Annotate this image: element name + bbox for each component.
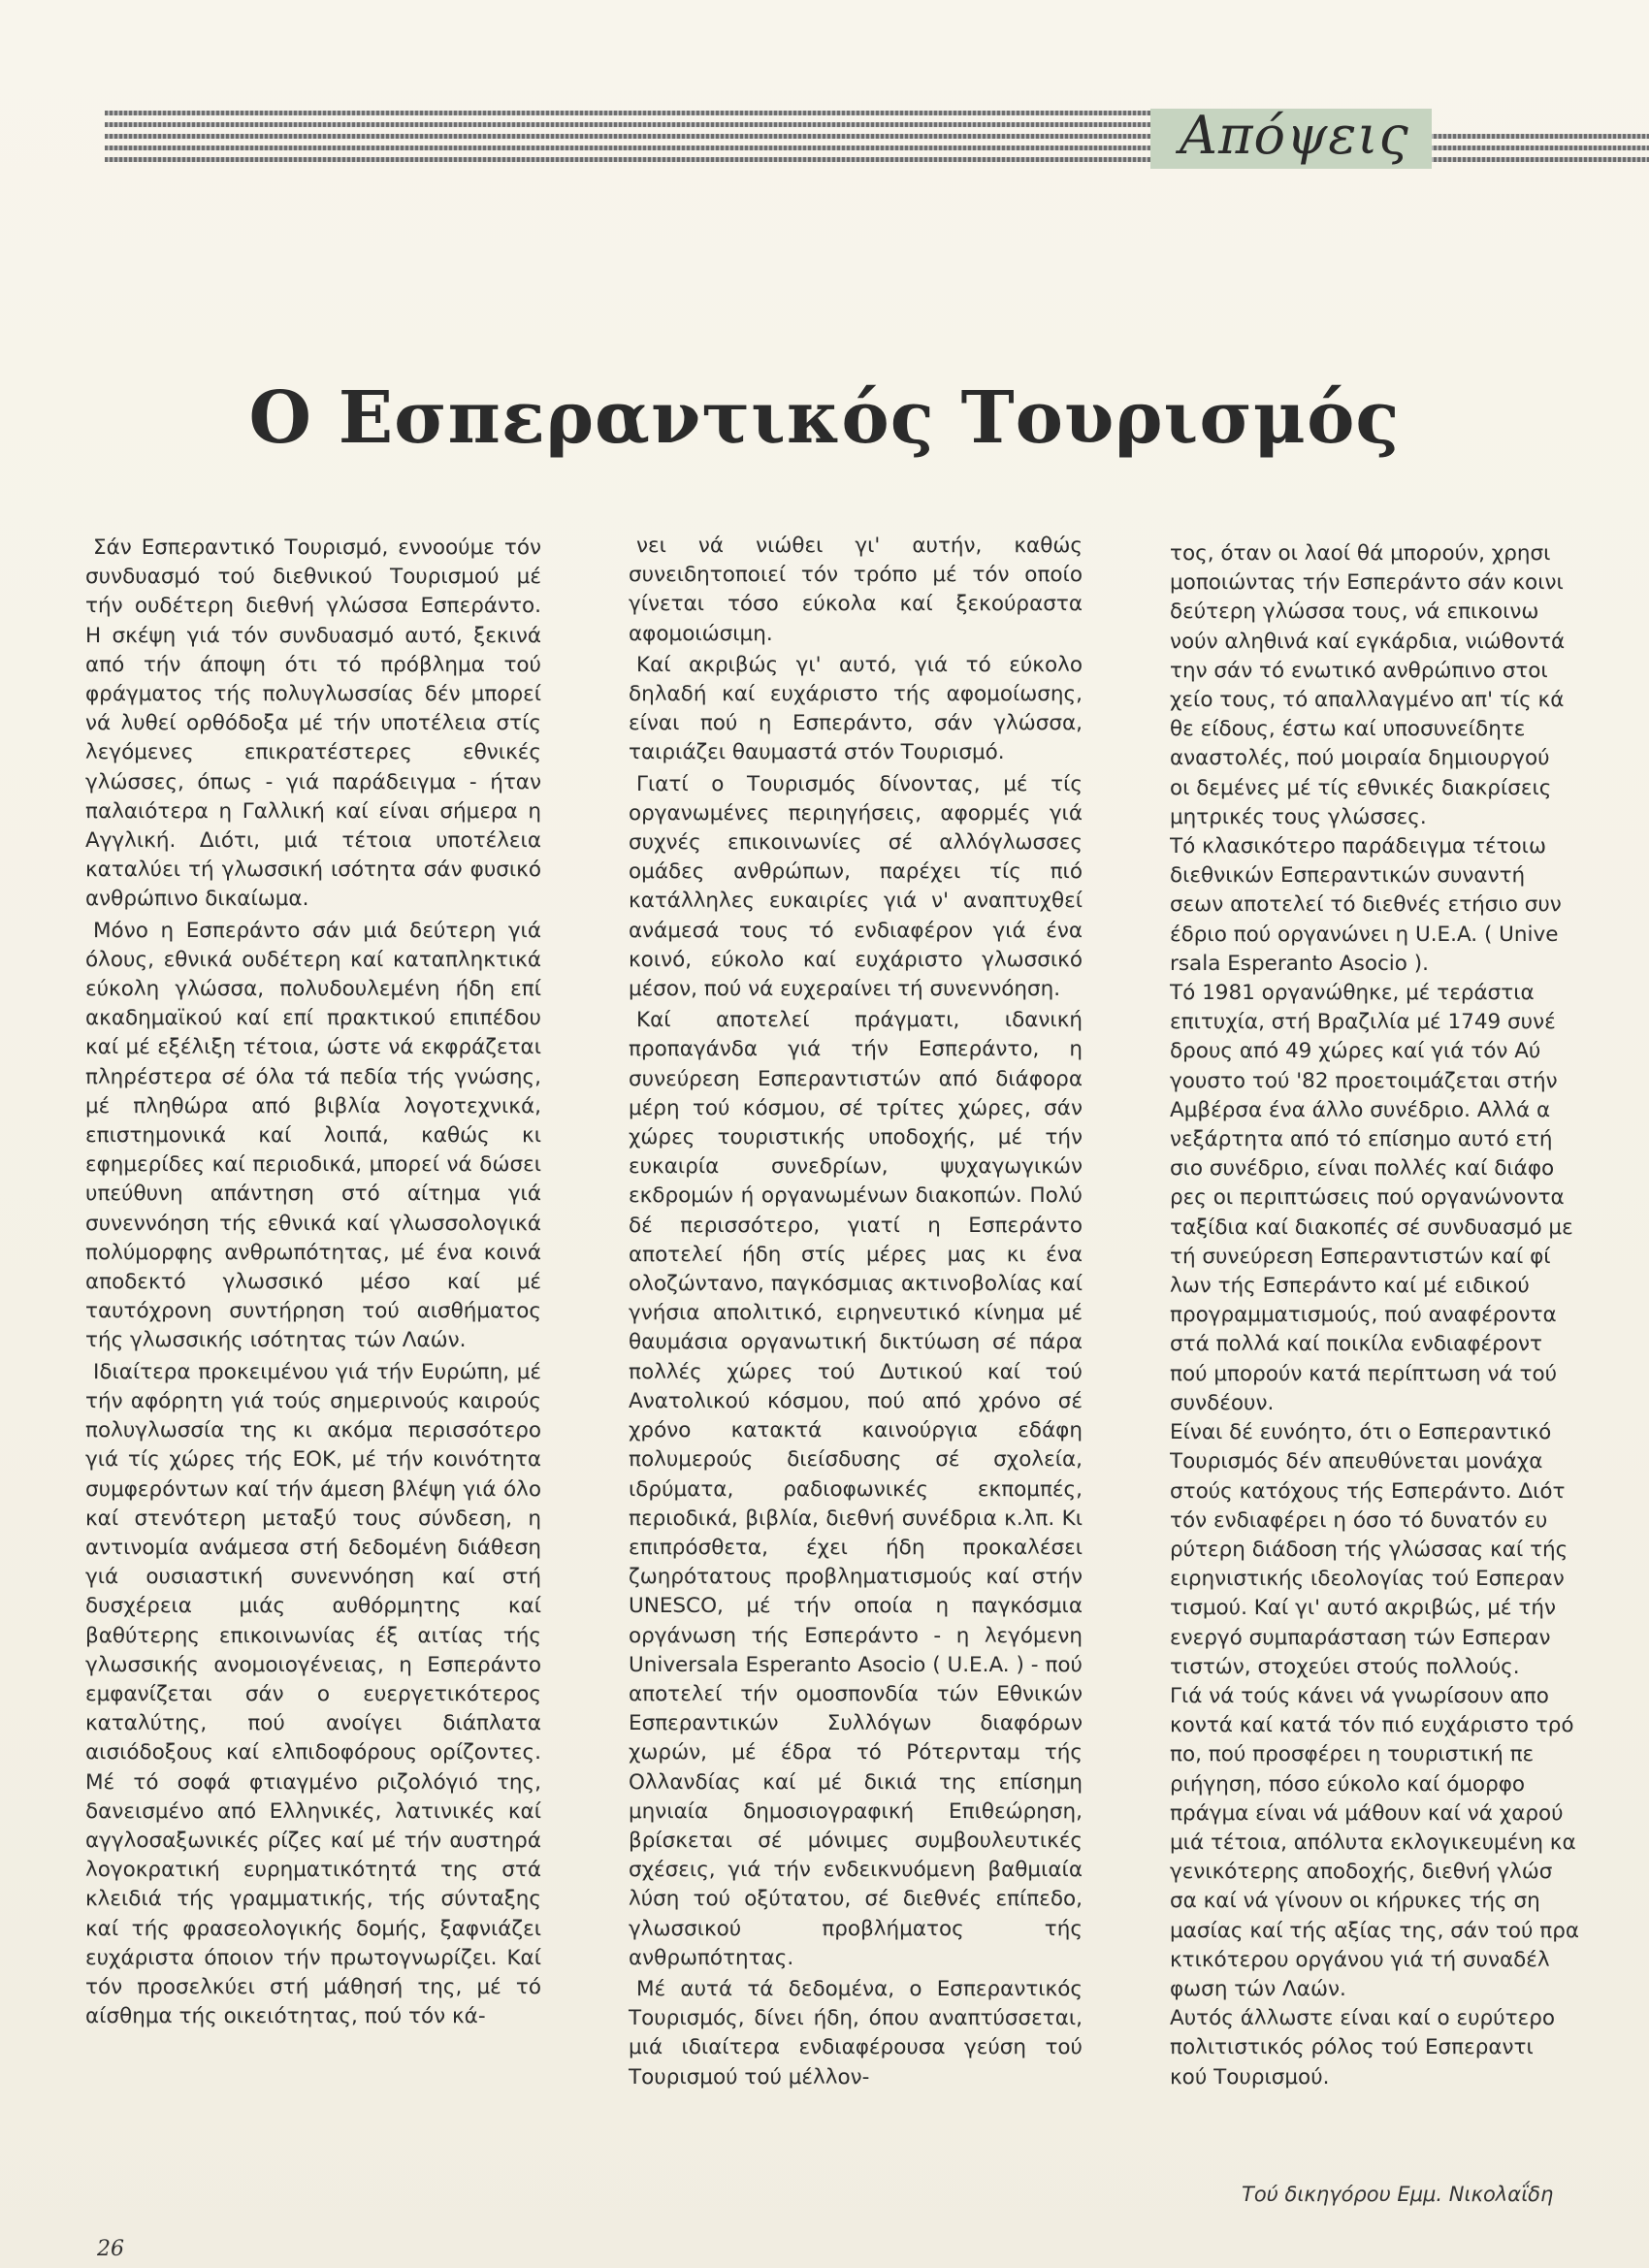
text-line: επιτυχία, στή Βραζιλία μέ 1749 συνέ: [1170, 1010, 1556, 1035]
text-line: μασίας καί τής αξίας της, σάν τού πρα: [1170, 1918, 1580, 1943]
text-line: προγραμματισμούς, πού αναφέροντα: [1170, 1303, 1557, 1328]
text-line: Γιά νά τούς κάνει νά γνωρίσουν απο: [1170, 1683, 1549, 1708]
paragraph: Καί ακριβώς γι' αυτό, γιά τό εύκολο δηλαδή καί ευχάριστο τής αφομοίωσης, είναι πού η Εσπεράντο, σάν γλώσσα, ταιριάζει θαυμαστά στόν Τουρισμό.: [629, 652, 1083, 765]
text-line: κτικότερου οργάνου γιά τή συναδέλ: [1170, 1947, 1550, 1972]
text-line: την σάν τό ενωτικό ανθρώπινο στοι: [1170, 658, 1548, 683]
paragraph: νει νά νιώθει γι' αυτήν, καθώς συνειδητοποιεί τόν τρόπο μέ τόν οποίο γίνεται τόσο εύκολα καί ξεκούραστα αφομοιώσιμη.: [629, 534, 1083, 646]
text-line: στούς κατόχους τής Εσπεράντο. Διότ: [1170, 1478, 1566, 1504]
text-line: σα καί νά γίνουν οι κήρυκες τής ση: [1170, 1889, 1540, 1914]
text-line: έδριο πού οργανώνει η U.E.A. ( Unive: [1170, 922, 1559, 947]
text-line: ταξίδια καί διακοπές σέ συνδυασμό με: [1170, 1215, 1573, 1240]
text-line: ριήγηση, πόσο εύκολο καί όμορφο: [1170, 1771, 1526, 1797]
article-title: Ο Εσπεραντικός Τουρισμός: [248, 375, 1401, 460]
text-line: πράγμα είναι νά μάθουν καί νά χαρού: [1170, 1800, 1564, 1826]
header-rule: [1405, 157, 1649, 162]
text-line: rsala Esperanto Asocio ).: [1170, 951, 1429, 976]
text-line: κοντά καί κατά τόν πιό ευχάριστο τρό: [1170, 1713, 1574, 1738]
text-line: μιά τέτοια, απόλυτα εκλογικευμένη κα: [1170, 1830, 1576, 1855]
paragraph: Σάν Εσπεραντικό Τουρισμό, εννοούμε τόν συνδυασμό τού διεθνικού Τουρισμού μέ τήν ουδέτερη διεθνή γλώσσα Εσπεράντο. Η σκέψη γιά τόν συνδυασμό αυτό, ξεκινά από τήν άποψη ότι τό πρόβλημα τού φράγματος τής πολυγλωσσίας δέν μπορεί νά λυθεί ορθόδοξα μέ τήν υποτέλεια στίς λεγόμενες επικρατέστερες εθνικές γλώσσες, όπως - γιά παράδειγμα - ήταν παλαιότερα η Γαλλική καί είναι σήμερα η Αγγλική. Διότι, μιά τέτοια υποτέλεια καταλύει τή γλωσσική ισότητα σάν φυσικό ανθρώπινο δικαίωμα.: [85, 535, 541, 912]
text-line: γενικότερης αποδοχής, διεθνή γλώσ: [1170, 1860, 1553, 1885]
paragraph: Καί αποτελεί πράγματι, ιδανική προπαγάνδα γιά τήν Εσπεράντο, η συνεύρεση Εσπεραντιστών από διάφορα μέρη τού κόσμου, σέ τρίτες χώρες, σάν χώρες τουριστικής υποδοχής, μέ τήν ευκαιρία συνεδρίων, ψυχαγωγικών εκδρομών ή οργανωμένων διακοπών. Πολύ δέ περισσότερο, γιατί η Εσπεράντο αποτελεί ήδη στίς μέρες μας κι ένα ολοζώντανο, παγκόσμιας ακτινοβολίας καί γνήσια απολιτικό, ειρηνευτικό κίνημα μέ θαυμάσια οργανωτική δικτύωση σέ πάρα πολλές χώρες τού Δυτικού καί τού Ανατολικού κόσμου, πού από χρόνο σέ χρόνο κατακτά καινούργια εδάφη πολυμερούς διείσδυσης σέ σχολεία, ιδρύματα, ραδιοφωνικές εκπομπές, περιοδικά, βιβλία, διεθνή συνέδρια κ.λπ. Κι επιπρόσθετα, έχει ήδη προκαλέσει ζωηρότατους προβληματισμούς καί στήν UNESCO, μέ τήν οποία η παγκόσμια οργάνωση τής Εσπεράντο - η λεγόμενη Universala Esperanto Asocio ( U.E.A. ) - πού αποτελεί τήν ομοσπονδία τών Εθνικών Εσπεραντικών Συλλόγων διαφόρων χωρών, μέ έδρα τό Ρότερνταμ τής Ολλανδίας καί μέ δικιά της επίσημη μηνιαία δημοσιογραφική Επιθεώρηση, βρίσκεται σέ μόνιμες συμβουλευτικές σχέσεις, γιά τήν ενδεικνυόμενη βαθμιαία λύση τού οξύτατου, σέ διεθνές επίπεδο, γλωσσικού προβλήματος τής ανθρωπότητας.: [629, 1008, 1083, 1970]
text-line: τή συνεύρεση Εσπεραντιστών καί φί: [1170, 1244, 1551, 1269]
paragraph: Μόνο η Εσπεράντο σάν μιά δεύτερη γιά όλους, εθνικά ουδέτερη καί καταπληκτικά εύκολη γλώσσα, πολυδουλεμένη ήδη επί ακαδημαϊκού καί επί πρακτικού επιπέδου καί μέ εξέλιξη τέτοια, ώστε νά εκφράζεται πληρέστερα σέ όλα τά πεδία τής γνώσης, μέ πληθώρα από βιβλία λογοτεχνικά, επιστημονικά καί λοιπά, καθώς κι εφημερίδες καί περιοδικά, μπορεί νά δώσει υπεύθυνη απάντηση στό αίτημα γιά συνεννόηση τής εθνικά καί γλωσσολογικά πολύμορφης ανθρωπότητας, μέ ένα κοινά αποδεκτό γλωσσικό μέσο καί μέ ταυτόχρονη συντήρηση τού αισθήματος τής γλωσσικής ισότητας τών Λαών.: [85, 918, 541, 1353]
text-line: νεξάρτητα από τό επίσημο αυτό ετή: [1170, 1127, 1553, 1152]
paragraph: Μέ αυτά τά δεδομένα, ο Εσπεραντικός Τουρισμός, δίνει ήδη, όπου αναπτύσσεται, μιά ιδιαίτερα ενδιαφέρουσα γεύση τού Τουρισμού τού μέλλον-: [629, 1976, 1083, 2090]
text-line: δεύτερη γλώσσα τους, νά επικοινω: [1170, 599, 1539, 625]
text-line: ενεργό συμπαράσταση τών Εσπεραν: [1170, 1625, 1551, 1650]
text-line: Είναι δέ ευνόητο, ότι ο Εσπεραντικό: [1170, 1420, 1552, 1445]
text-line: λων τής Εσπεράντο καί μέ ειδικού: [1170, 1274, 1530, 1299]
text-line: Τό κλασικότερο παράδειγμα τέτοιω: [1170, 834, 1546, 859]
column-1: [85, 534, 541, 2033]
text-line: οι δεμένες μέ τίς εθνικές διακρίσεις: [1170, 775, 1552, 800]
text-line: πολιτιστικός ρόλος τού Εσπεραντι: [1170, 2035, 1534, 2060]
text-line: στά πολλά καί ποικίλα ενδιαφέροντ: [1170, 1332, 1542, 1357]
text-line: ρες οι περιπτώσεις πού οργανώνοντα: [1170, 1185, 1565, 1211]
text-line: τισμού. Καί γι' αυτό ακριβώς, μέ τήν: [1170, 1596, 1556, 1621]
text-line: τος, όταν οι λαοί θά μπορούν, χρησι: [1170, 541, 1551, 566]
header-rule: [1405, 134, 1649, 139]
text-line: ειρηνιστικής ιδεολογίας τού Εσπεραν: [1170, 1567, 1565, 1592]
paragraph: Γιατί ο Τουρισμός δίνοντας, μέ τίς οργανωμένες περιηγήσεις, αφορμές γιά συχνές επικοινωνίες σέ αλλόγλωσσες ομάδες ανθρώπων, παρέχει τίς πιό κατάλληλες ευκαιρίες γιά ν' αναπτυχθεί ανάμεσά τους τό ενδιαφέρον γιά ένα κοινό, εύκολο καί ευχάριστο γλωσσικό μέσον, πού νά ευχεραίνει τή συνεννόηση.: [629, 771, 1083, 1002]
text-line: δρους από 49 χώρες καί γιά τόν Αύ: [1170, 1039, 1541, 1064]
text-line: τιστών, στοχεύει στούς πολλούς.: [1170, 1654, 1520, 1679]
header-rule: [105, 111, 1152, 115]
section-label: Απόψεις: [1180, 105, 1409, 166]
text-line: σιο συνέδριο, είναι πολλές καί διάφο: [1170, 1156, 1555, 1182]
text-line: Αυτός άλλωστε είναι καί ο ευρύτερο: [1170, 2006, 1555, 2031]
header-rule: [1405, 146, 1649, 150]
text-line: κού Τουρισμού.: [1170, 2064, 1330, 2090]
text-line: φωση τών Λαών.: [1170, 1976, 1346, 2001]
text-line: διεθνικών Εσπεραντικών συναντή: [1170, 863, 1526, 889]
text-line: σεων αποτελεί τό διεθνές ετήσιο συν: [1170, 892, 1562, 918]
text-line: πο, πού προσφέρει η τουριστική πε: [1170, 1742, 1535, 1767]
text-line: γουστο τού '82 προετοιμάζεται στήν: [1170, 1068, 1558, 1093]
text-line: θε είδους, έστω καί υποσυνείδητε: [1170, 717, 1526, 742]
text-line: συνδέουν.: [1170, 1390, 1275, 1415]
header-rule: [105, 134, 1152, 139]
text-line: μοποιώντας τήν Εσπεράντο σάν κοινι: [1170, 570, 1564, 596]
text-line: τόν ενδιαφέρει η όσο τό δυνατόν ευ: [1170, 1507, 1548, 1533]
header-rule: [105, 122, 1152, 127]
text-line: αναστολές, πού μοιραία δημιουργού: [1170, 746, 1550, 771]
text-line: Τό 1981 οργανώθηκε, μέ τεράστια: [1170, 981, 1535, 1006]
text-line: χείο τους, τό απαλλαγμένο απ' τίς κά: [1170, 688, 1565, 713]
text-line: Τουρισμός δέν απευθύνεται μονάχα: [1170, 1449, 1543, 1474]
paragraph: Ιδιαίτερα προκειμένου γιά τήν Ευρώπη, μέ τήν αφόρητη γιά τούς σημερινούς καιρούς πολυγλωσσία της κι ακόμα περισσότερο γιά τίς χώρες τής ΕΟΚ, μέ τήν κοινότητα συμφερόντων καί τήν άμεση βλέψη γιά όλο καί στενότερη μεταξύ τους σύνδεση, η αντινομία ανάμεσα στή δεδομένη διάθεση γιά ουσιαστική συνεννόηση καί στή δυσχέρεια μιάς αυθόρμητης καί βαθύτερης επικοινωνίας έξ αιτίας τής γλωσσικής ανομοιογένειας, η Εσπεράντο εμφανίζεται σάν ο ευεργετικότερος καταλύτης, πού ανοίγει διάπλατα αισιόδοξους καί ελπιδοφόρους ορίζοντες. Μέ τό σοφά φτιαγμένο ριζολόγιό της, δανεισμένο από Ελληνικές, λατινικές καί αγγλοσαξωνικές ρίζες καί μέ τήν αυστηρά λογοκρατική ευρηματικότητά της στά κλειδιά τής γραμματικής, τής σύνταξης καί τής φρασεολογικής δομής, ξαφνιάζει ευχάριστα όποιον τήν πρωτογνωρίζει. Καί τόν προσελκύει στή μάθησή της, μέ τό αίσθημα τής οικειότητας, πού τόν κά-: [85, 1359, 541, 2029]
author-byline: Τού δικηγόρου Εμμ. Νικολαΐδη: [1242, 2183, 1554, 2206]
text-line: μητρικές τους γλώσσες.: [1170, 804, 1427, 829]
column-3: [1170, 539, 1649, 2092]
header-rule: [105, 157, 1152, 162]
section-header: [105, 105, 1649, 169]
text-line: νούν αληθινά καί εγκάρδια, νιώθοντά: [1170, 629, 1566, 654]
column-2: [629, 532, 1083, 2094]
text-line: Αμβέρσα ένα άλλο συνέδριο. Αλλά α: [1170, 1097, 1551, 1122]
text-line: πού μπορούν κατά περίπτωση νά τού: [1170, 1361, 1558, 1386]
text-line: ρύτερη διάδοση τής γλώσσας καί τής: [1170, 1537, 1568, 1562]
header-rule: [105, 146, 1152, 150]
page-number: 26: [97, 2237, 124, 2261]
